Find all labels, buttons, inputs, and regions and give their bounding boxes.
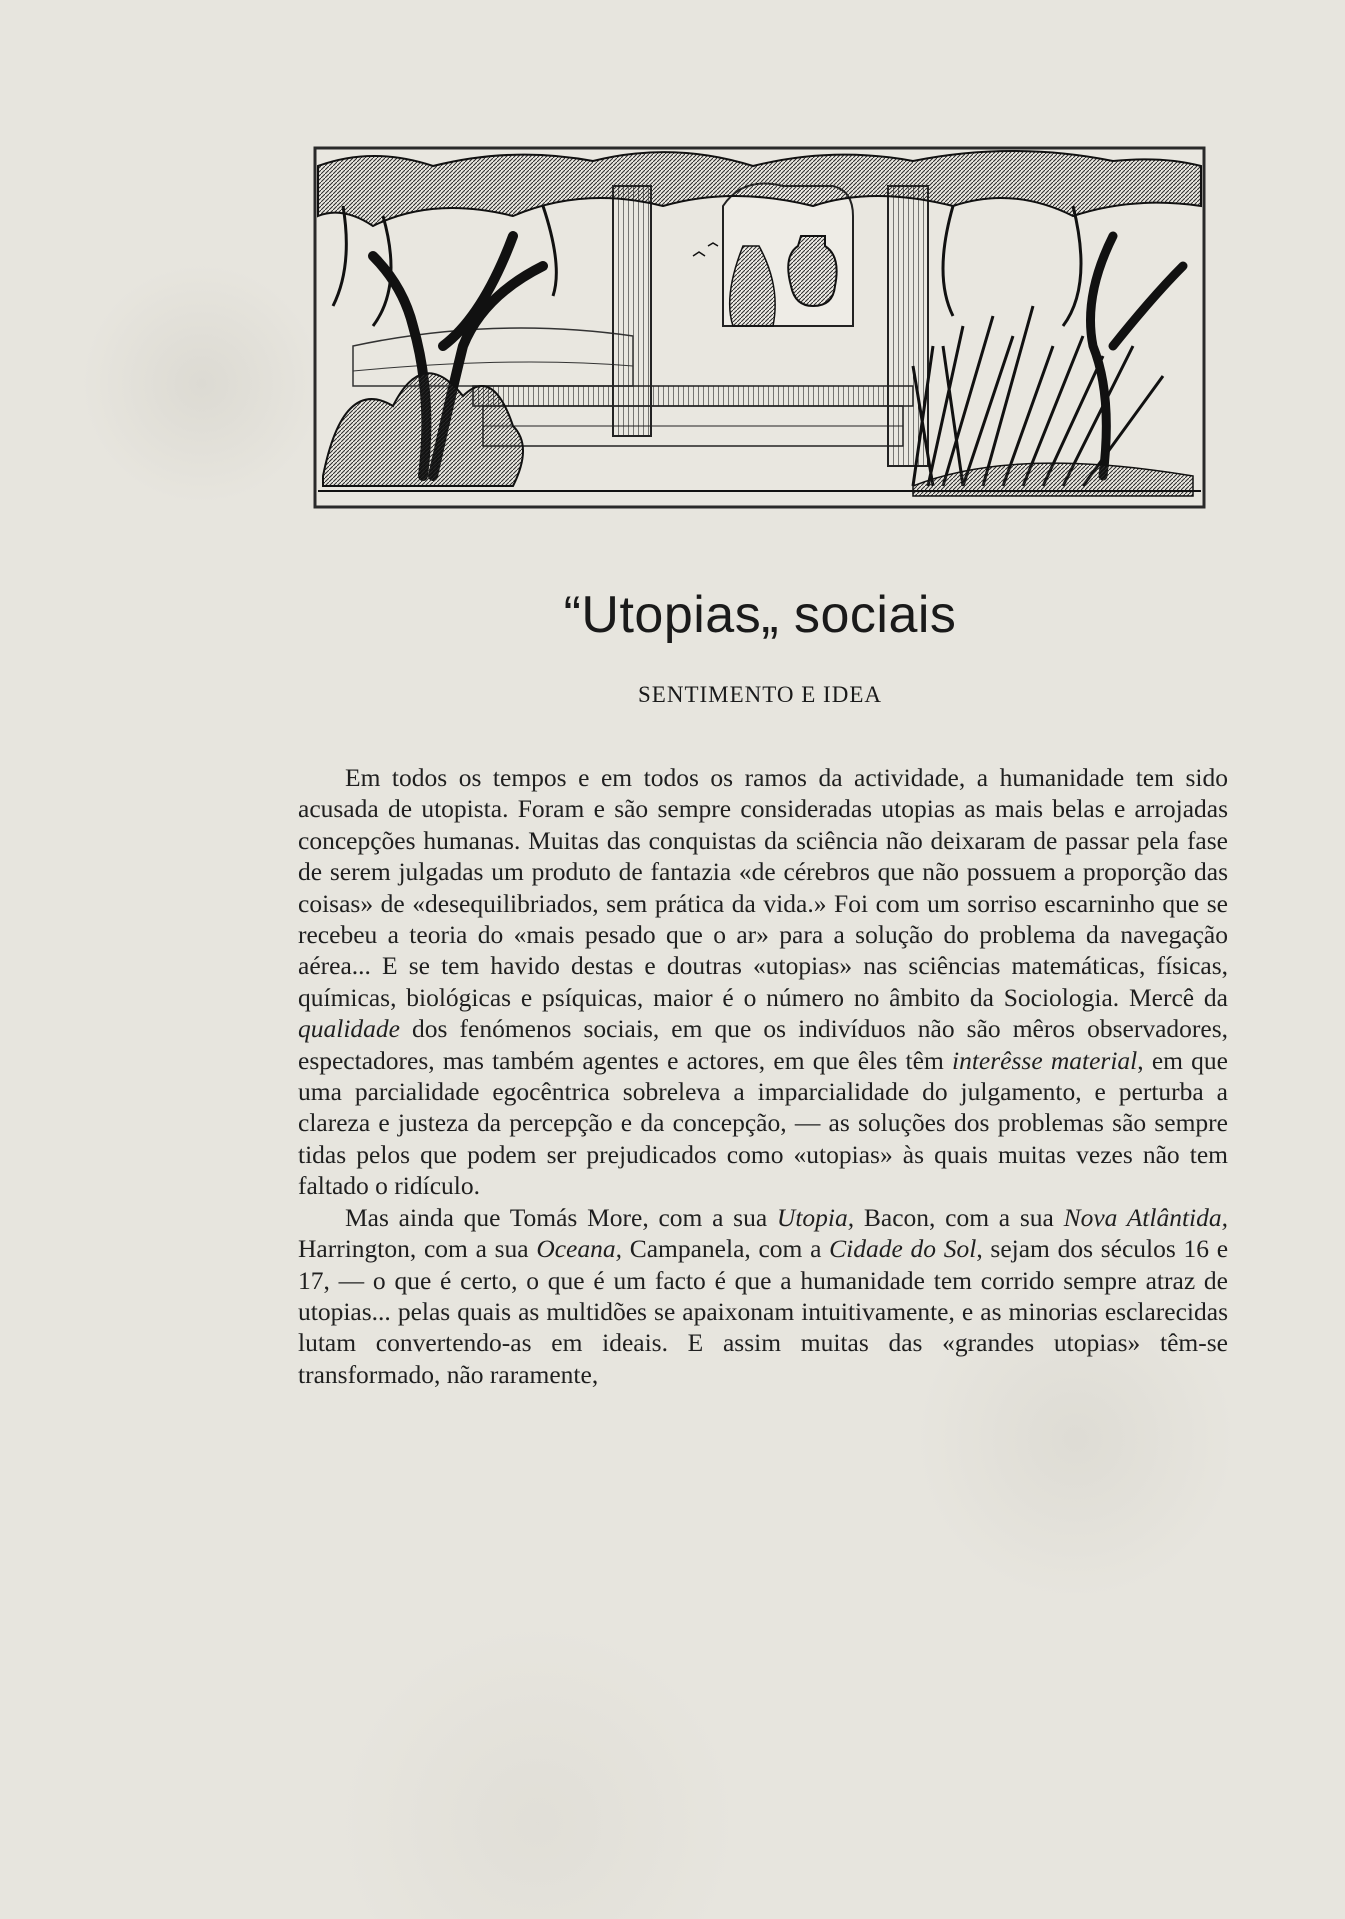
garden-engraving-image: [313, 146, 1206, 509]
article-subtitle: SENTIMENTO E IDEA: [638, 682, 882, 707]
paragraph-2-run: Bacon, com a sua: [854, 1202, 1064, 1232]
paragraph-2-run: , sejam dos séculos 16 e 17, — o que é certo, o que é um facto é que a humanidade tem corrido sempre atraz de utopias... pelas quais as multidões se apaixonam intuitivamente, e as minorias esclarecidas lutam convertendo-as em ideais. E assim muitas das «grandes utopias» têm-se transformado, não raramente,: [298, 1234, 1229, 1389]
paragraph-1-run: , em que uma parcialidade egocêntrica sobreleva a imparcialidade do julgamento, e perturba a clareza e justeza da percepção e da concepção, — as soluções dos problemas são sempre tidas pelos que podem ser prejudicados como «utopias» às quais muitas vezes não tem faltado o ridículo.: [298, 1045, 1228, 1201]
paragraph-1-run: Em todos os tempos e em todos os ramos da actividade, a humanidade tem sido acusada de utopista. Foram e são sempre consideradas utopias as mais belas e arrojadas concepções humanas. Muitas das conquistas da sciência não deixaram de passar pela fase de serem julgadas um produto de fantazia «de cérebros que não possuem a proporção das coisas» de «desequilibriados, sem prática da vida.» Foi com um sorriso escarninho que se recebeu a teoria do «mais pesado que o ar» para a solução do problema da navegação aérea... E se tem havido destas e doutras «utopias» nas sciências matemáticas, físicas, químicas, biológicas e psíquicas, maior é o número no âmbito da Sociologia. Mercê da: [298, 763, 1228, 1012]
paragraph-1-italic-interesse: interêsse material: [952, 1045, 1138, 1075]
paragraph-1: [298, 762, 1228, 1202]
paragraph-2-run: Harrington, com a sua: [298, 1234, 537, 1264]
paragraph-2-italic-cidade-do-sol: Cidade do Sol: [829, 1234, 977, 1264]
paragraph-1-italic-qualidade: qualidade: [298, 1014, 400, 1044]
paragraph-2-italic-nova-atlantida: Nova Atlântida,: [1063, 1202, 1229, 1232]
article-title: “Utopias„ sociais: [563, 586, 957, 644]
paragraph-1-run: dos fenómenos sociais, em que os indivíduos não são mêros observadores, espectadores, mas também agentes e actores, em que êles têm: [298, 1014, 1228, 1075]
paragraph-2-run: Mas ainda que Tomás More, com a sua: [345, 1202, 777, 1232]
article-body: [298, 762, 1228, 1390]
paragraph-2: [298, 1202, 1228, 1390]
paragraph-2-italic-utopia: Utopia,: [776, 1202, 855, 1232]
paragraph-2-italic-oceana: Oceana,: [536, 1234, 622, 1264]
paragraph-2-run: Campanela, com a: [622, 1234, 830, 1264]
garden-illustration: [313, 146, 1206, 509]
